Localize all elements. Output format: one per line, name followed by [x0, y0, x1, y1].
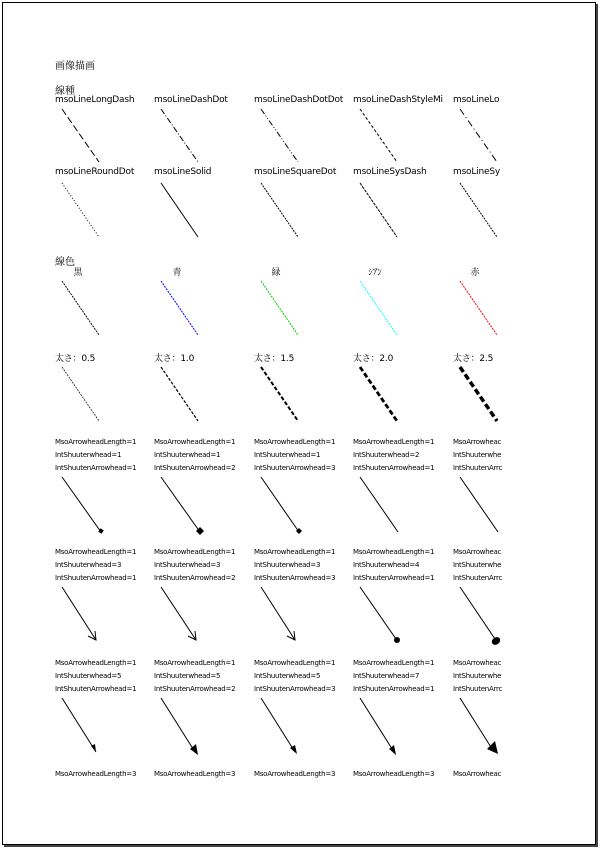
arrow-caption: IntShuutenArrc [453, 574, 503, 582]
arrow-caption: IntShuuterwhead=1 [254, 451, 321, 459]
line-type-label: msoLineLongDash [55, 95, 135, 105]
arrow-caption: IntShuuterwhead=5 [154, 672, 221, 680]
color-label: 緑 [271, 268, 281, 278]
color-label: 赤 [470, 268, 480, 278]
arrow-caption: IntShuutenArrowhead=1 [55, 685, 137, 693]
arrow-caption: IntShuutenArrc [453, 685, 503, 693]
page-title: 画像描画 [55, 61, 95, 72]
arrow-caption: IntShuutenArrowhead=2 [154, 685, 236, 693]
arrow-caption: IntShuutenArrowhead=1 [55, 574, 137, 582]
arrow-caption: IntShuutenArrc [453, 464, 503, 472]
line-type-label: msoLineLo [453, 95, 500, 105]
arrow-caption: MsoArrowheadLength=1 [353, 438, 435, 446]
line-type-label: msoLineDashDot [154, 95, 228, 105]
arrow-caption: IntShuutenArrowhead=2 [154, 574, 236, 582]
arrow-caption: MsoArrowheadLength=1 [55, 659, 137, 667]
footer-caption: MsoArrowheac [453, 770, 502, 778]
arrow-caption: MsoArrowheadLength=1 [353, 659, 435, 667]
width-label: 太さ：0.5 [55, 354, 96, 364]
line-type-label: msoLineSolid [154, 167, 212, 177]
line-type-label: msoLineDashDotDot [254, 95, 344, 105]
arrow-caption: IntShuuterwhead=1 [154, 451, 221, 459]
arrow-caption: IntShuuterwhead=1 [55, 451, 122, 459]
footer-caption: MsoArrowheadLength=3 [353, 770, 435, 778]
arrow-caption: IntShuuterwhe [453, 451, 502, 459]
arrow-caption: MsoArrowheac [453, 548, 502, 556]
arrow-caption: MsoArrowheac [453, 659, 502, 667]
arrow-caption: IntShuuterwhe [453, 561, 502, 569]
arrow-caption: IntShuutenArrowhead=3 [254, 464, 336, 472]
arrow-caption: IntShuutenArrowhead=3 [254, 685, 336, 693]
arrow-caption: IntShuutenArrowhead=1 [353, 574, 435, 582]
arrow-caption: IntShuuterwhead=3 [254, 561, 321, 569]
arrow-caption: MsoArrowheadLength=1 [254, 438, 336, 446]
arrow-caption: IntShuuterwhead=5 [55, 672, 122, 680]
footer-caption: MsoArrowheadLength=3 [55, 770, 137, 778]
arrow-caption: IntShuuterwhe [453, 672, 502, 680]
line-type-label: msoLineSy [453, 167, 500, 177]
arrow-caption: IntShuuterwhead=2 [353, 451, 420, 459]
color-label: 青 [172, 268, 182, 278]
arrow-caption: MsoArrowheadLength=1 [254, 548, 336, 556]
line-types-header: 線種 [55, 86, 75, 97]
color-label: 黒 [73, 268, 83, 278]
arrow-caption: IntShuutenArrowhead=1 [55, 464, 137, 472]
arrow-caption: IntShuuterwhead=7 [353, 672, 420, 680]
arrow-caption: MsoArrowheadLength=1 [154, 659, 236, 667]
arrow-caption: IntShuutenArrowhead=3 [254, 574, 336, 582]
arrow-caption: IntShuuterwhead=4 [353, 561, 420, 569]
arrow-caption: IntShuutenArrowhead=2 [154, 464, 236, 472]
arrow-caption: MsoArrowheadLength=1 [55, 548, 137, 556]
color-label: ｼｱﾝ [368, 268, 382, 278]
arrow-caption: IntShuutenArrowhead=1 [353, 685, 435, 693]
width-label: 太さ：1.5 [254, 354, 295, 364]
arrow-caption: MsoArrowheadLength=1 [353, 548, 435, 556]
line-colors-header: 線色 [55, 257, 75, 268]
line-type-label: msoLineRoundDot [55, 167, 135, 177]
arrow-caption: MsoArrowheadLength=1 [154, 438, 236, 446]
arrow-caption: MsoArrowheadLength=1 [254, 659, 336, 667]
footer-caption: MsoArrowheadLength=3 [154, 770, 236, 778]
line-type-label: msoLineSysDash [353, 167, 427, 177]
arrow-caption: IntShuutenArrowhead=1 [353, 464, 435, 472]
arrow-caption: MsoArrowheac [453, 438, 502, 446]
arrow-caption: MsoArrowheadLength=1 [55, 438, 137, 446]
arrow-caption: IntShuuterwhead=3 [55, 561, 122, 569]
arrow-caption: MsoArrowheadLength=1 [154, 548, 236, 556]
footer-caption: MsoArrowheadLength=3 [254, 770, 336, 778]
width-label: 太さ：1.0 [154, 354, 195, 364]
arrow-caption: IntShuuterwhead=5 [254, 672, 321, 680]
page-frame [2, 2, 596, 845]
line-type-label: msoLineSquareDot [254, 167, 337, 177]
arrow-caption: IntShuuterwhead=3 [154, 561, 221, 569]
line-type-label: msoLineDashStyleMi [353, 95, 443, 105]
width-label: 太さ：2.5 [453, 354, 494, 364]
width-label: 太さ：2.0 [353, 354, 394, 364]
